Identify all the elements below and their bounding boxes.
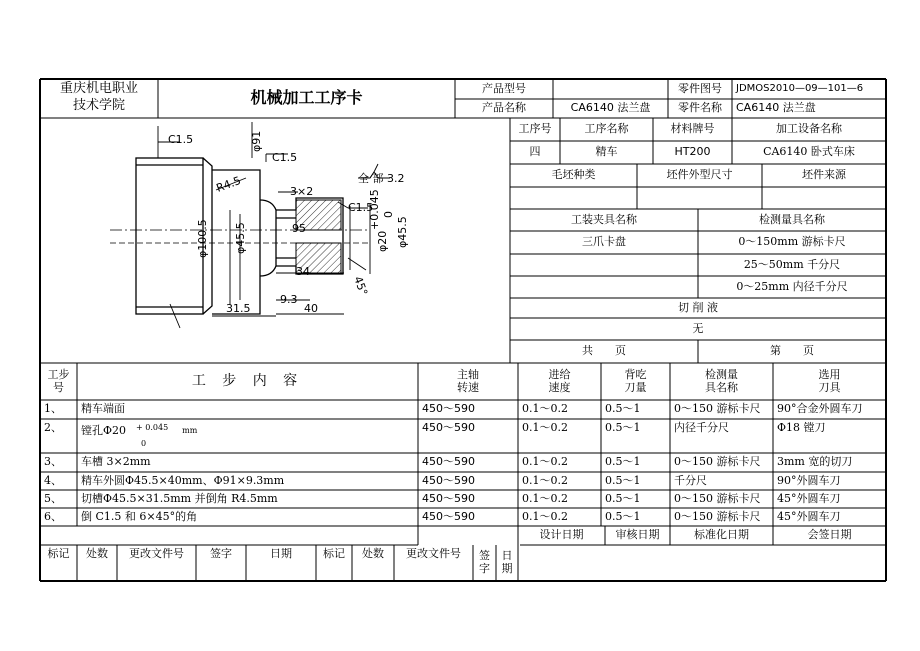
- part-drawing: [40, 118, 510, 363]
- equipment-label: 加工设备名称: [776, 122, 842, 136]
- gauge-value-1: 0～150mm 游标卡尺: [738, 235, 846, 249]
- phi100-label: φ100.5: [196, 219, 209, 258]
- step-5-gauge: 0～150 游标卡尺: [674, 491, 761, 505]
- fixture-value: 三爪卡盘: [582, 235, 626, 249]
- step-4-no: 4、: [44, 473, 62, 487]
- material-value: HT200: [674, 145, 711, 159]
- step-6-content: 倒 C1.5 和 6×45°的角: [81, 509, 198, 523]
- r45-label: R4.5: [214, 174, 243, 195]
- step-3-tool: 3mm 宽的切刀: [777, 455, 853, 469]
- coolant-label: 切 削 液: [678, 300, 718, 314]
- step-4-speed: 450～590: [422, 473, 475, 487]
- dim40-label: 40: [304, 302, 318, 315]
- step-1-feed: 0.1～0.2: [522, 402, 568, 416]
- step-content-header: 工 步 内 容: [191, 373, 304, 390]
- gauge-label: 检测量具名称: [759, 212, 825, 226]
- step-2-feed: 0.1～0.2: [522, 421, 568, 435]
- phi91-label: φ91: [250, 130, 263, 152]
- step-1-content: 精车端面: [81, 402, 125, 416]
- step-5-content: 切槽Φ45.5×31.5mm 并倒角 R4.5mm: [81, 491, 278, 505]
- step-3-gauge: 0～150 游标卡尺: [674, 455, 761, 469]
- feed-speed-header: 进给 速度: [548, 367, 571, 394]
- step-2-speed: 450～590: [422, 421, 475, 435]
- step-3-no: 3、: [44, 455, 62, 469]
- roughness-label: 全 部 3.2: [358, 172, 405, 185]
- gauge-value-2: 25～50mm 千分尺: [743, 257, 841, 271]
- sign-date-label: 会签日期: [807, 528, 852, 542]
- equipment-value: CA6140 卧式车床: [763, 145, 855, 159]
- material-label: 材料牌号: [670, 122, 715, 136]
- footer-doc-no-1: 更改文件号: [129, 546, 184, 560]
- depth-header: 背吃 刀量: [624, 367, 647, 394]
- product-model-value: [553, 79, 668, 99]
- dim315-label: 31.5: [226, 302, 251, 315]
- product-model-label: 产品型号: [482, 81, 526, 95]
- step-4-feed: 0.1～0.2: [522, 473, 568, 487]
- step-2-no: 2、: [44, 421, 62, 435]
- phi45-left-label: φ45.5: [234, 222, 247, 254]
- step-1-depth: 0.5～1: [605, 402, 641, 416]
- blank-type-label: 毛坯种类: [551, 168, 596, 182]
- step-1-tool: 90°合金外圆车刀: [777, 402, 863, 416]
- footer-mark-1: 标记: [47, 546, 70, 560]
- footer-doc-no-2: 更改文件号: [406, 546, 461, 560]
- coolant-value: 无: [692, 321, 704, 335]
- c15-label-a: C1.5: [168, 133, 194, 146]
- step-3-feed: 0.1～0.2: [522, 455, 568, 469]
- step-2-tool: Φ18 镗刀: [777, 421, 826, 435]
- step-2-gauge: 内径千分尺: [674, 421, 729, 435]
- phi45-right-label: φ45.5: [396, 216, 409, 248]
- step-1-no: 1、: [44, 402, 62, 416]
- footer-date-2: 日 期: [501, 549, 513, 575]
- step-6-speed: 450～590: [422, 509, 475, 523]
- groove-label: 3×2: [290, 185, 314, 198]
- c15-label-b: C1.5: [272, 151, 298, 164]
- step-6-feed: 0.1～0.2: [522, 509, 568, 523]
- review-date-label: 审核日期: [615, 528, 660, 542]
- step-4-content: 精车外圆Φ45.5×40mm、Φ91×9.3mm: [81, 473, 285, 487]
- op-name-label: 工序名称: [584, 122, 629, 136]
- standard-date-label: 标准化日期: [694, 528, 749, 542]
- part-drawing-value: JDMOS2010—09—101—6: [736, 83, 864, 95]
- step-3-content: 车槽 3×2mm: [81, 455, 151, 469]
- step-no-header: 工步 号: [47, 367, 70, 394]
- phi20-label: φ20: [376, 230, 389, 252]
- footer-mark-2: 标记: [323, 546, 345, 560]
- step-5-speed: 450～590: [422, 491, 475, 505]
- blank-size-label: 坯件外型尺寸: [666, 168, 733, 182]
- step-3-depth: 0.5～1: [605, 455, 641, 469]
- fixture-label: 工装夹具名称: [571, 212, 637, 226]
- school-name-line2: 技术学院: [72, 98, 125, 114]
- phi20-tol-low: 0: [382, 211, 395, 218]
- product-name-label: 产品名称: [482, 101, 526, 115]
- dim34-label: 34: [296, 265, 310, 278]
- blank-source-label: 坯件来源: [802, 168, 846, 182]
- total-pages-label: 共 页: [582, 344, 626, 358]
- step-5-tool: 45°外圆车刀: [777, 491, 841, 505]
- c15-label-c: C1.5: [348, 201, 374, 214]
- chamfer-label: 45°: [351, 274, 371, 298]
- page-number-label: 第 页: [770, 344, 814, 358]
- tool-header: 选用 刀具: [818, 367, 841, 394]
- op-no-label: 工序号: [518, 122, 552, 136]
- design-date-label: 设计日期: [539, 528, 584, 542]
- footer-sign-1: 签字: [210, 546, 232, 560]
- step-4-depth: 0.5～1: [605, 473, 641, 487]
- step-6-gauge: 0～150 游标卡尺: [674, 509, 761, 523]
- dim95-label: 95: [292, 222, 306, 235]
- step-5-feed: 0.1～0.2: [522, 491, 568, 505]
- gauge-header: 检测量 具名称: [705, 367, 738, 394]
- spindle-speed-header: 主轴 转速: [457, 367, 479, 394]
- step-6-no: 6、: [44, 509, 62, 523]
- step-6-tool: 45°外圆车刀: [777, 509, 841, 523]
- step-4-gauge: 千分尺: [674, 473, 707, 487]
- step-2-depth: 0.5～1: [605, 421, 641, 435]
- part-name-label: 零件名称: [678, 101, 722, 115]
- footer-sign-2: 签 字: [479, 549, 490, 575]
- op-name-value: 精车: [595, 145, 618, 159]
- card-title: 机械加工工序卡: [250, 88, 363, 108]
- product-name-value: CA6140 法兰盘: [570, 101, 651, 115]
- step-3-speed: 450～590: [422, 455, 475, 469]
- school-name-line1: 重庆机电职业: [59, 81, 138, 97]
- step-4-tool: 90°外圆车刀: [777, 473, 841, 487]
- footer-count-1: 处数: [86, 546, 108, 560]
- step-6-depth: 0.5～1: [605, 509, 641, 523]
- step-5-no: 5、: [44, 491, 62, 505]
- phi20-tol-up: +0.045: [368, 189, 381, 230]
- step-1-speed: 450～590: [422, 402, 475, 416]
- dim93-label: 9.3: [280, 293, 298, 306]
- op-no-value: 四: [529, 145, 541, 159]
- step-2-content: 镗孔Φ20 + 0.045 mm 0: [81, 423, 198, 448]
- footer-count-2: 处数: [362, 546, 384, 560]
- step-5-depth: 0.5～1: [605, 491, 641, 505]
- part-drawing-label: 零件图号: [678, 81, 722, 95]
- footer-date-1: 日期: [270, 546, 292, 560]
- step-1-gauge: 0～150 游标卡尺: [674, 402, 761, 416]
- gauge-value-3: 0～25mm 内径千分尺: [736, 279, 848, 293]
- part-name-value: CA6140 法兰盘: [736, 101, 816, 115]
